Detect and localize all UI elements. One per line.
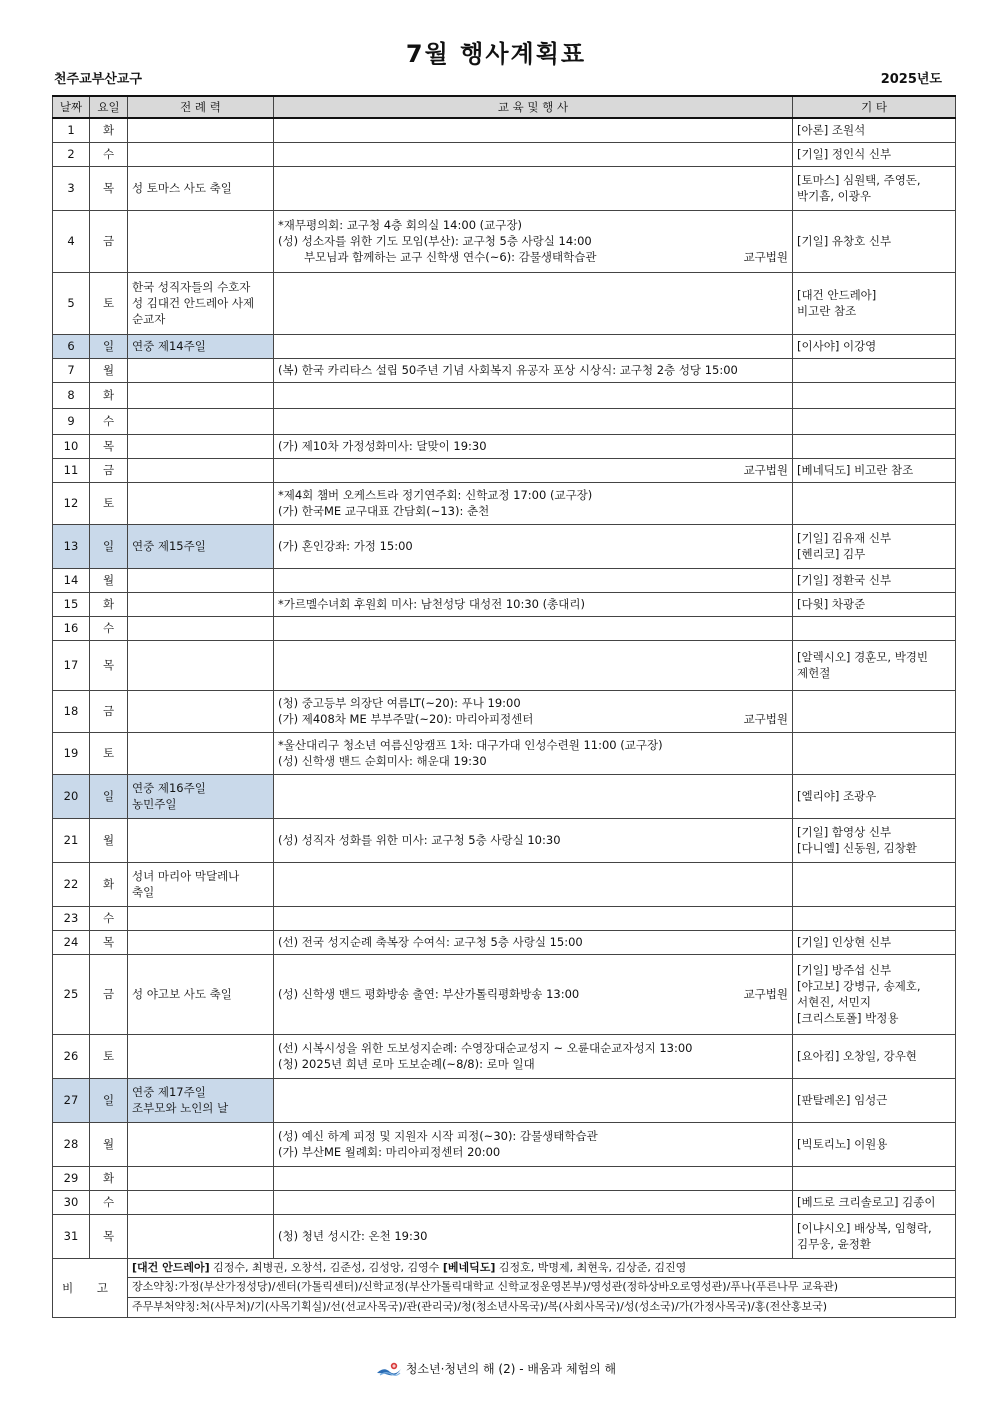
liturgy-cell: [128, 568, 274, 592]
etc-cell: [알렉시오] 경훈모, 박경빈 제헌절: [793, 640, 956, 690]
year-label: 2025년도: [880, 72, 942, 87]
day-number: 16: [53, 616, 90, 640]
liturgy-cell: [128, 1190, 274, 1214]
table-row: [53, 358, 956, 382]
etc-cell: [아론] 조원석: [793, 118, 956, 142]
table-row: [53, 1122, 956, 1166]
etc-cell: [다윗] 차광준: [793, 592, 956, 616]
header-events: 교 육 및 행 사: [274, 96, 793, 118]
table-row: [53, 640, 956, 690]
event-line: 부모님과 함께하는 교구 신학생 연수(~6): 감물생태학습관: [304, 250, 597, 264]
liturgy-cell: [128, 592, 274, 616]
table-row: [53, 166, 956, 210]
day-of-week: 토: [90, 732, 128, 774]
liturgy-cell: [128, 690, 274, 732]
events-cell: [274, 954, 793, 1034]
etc-cell: [요아킴] 오창일, 강우현: [793, 1034, 956, 1078]
etc-cell: [기일] 인상현 신부: [793, 930, 956, 954]
events-cell: [274, 1190, 793, 1214]
day-number: 8: [53, 382, 90, 408]
event-line: *울산대리구 청소년 여름신앙캠프 1차: 대구가대 인성수련원 11:00 (교구장): [278, 738, 663, 752]
event-line: (선) 시복시성을 위한 도보성지순례: 수영장대순교성지 ~ 오륜대순교자성지 13:00: [278, 1041, 693, 1055]
day-of-week: 일: [90, 334, 128, 358]
liturgy-cell: [128, 732, 274, 774]
events-cell: [274, 906, 793, 930]
header-etc: 기 타: [793, 96, 956, 118]
events-cell: [274, 930, 793, 954]
liturgy-cell: [128, 382, 274, 408]
notes-andrea-names: 김정수, 최병권, 오창석, 김준성, 김성앙, 김영수: [209, 1260, 443, 1274]
liturgy-cell: [128, 118, 274, 142]
day-number: 31: [53, 1214, 90, 1258]
day-number: 17: [53, 640, 90, 690]
table-row: [53, 524, 956, 568]
table-row: [53, 482, 956, 524]
liturgy-cell: 성녀 마리아 막달레나 축일: [128, 862, 274, 906]
events-cell: [274, 862, 793, 906]
day-of-week: 수: [90, 1190, 128, 1214]
events-cell: [274, 142, 793, 166]
event-line: (성) 신학생 밴드 순회미사: 해운대 19:30: [278, 754, 487, 768]
day-of-week: 토: [90, 272, 128, 334]
etc-cell: [엘리야] 조광우: [793, 774, 956, 818]
liturgy-cell: [128, 1034, 274, 1078]
day-of-week: 화: [90, 118, 128, 142]
events-cell: [274, 482, 793, 524]
table-row: [53, 862, 956, 906]
event-line: (복) 한국 카리타스 설립 50주년 기념 사회복지 유공자 포상 시상식: 교구청 2층 성당 15:00: [278, 363, 738, 377]
day-of-week: 일: [90, 524, 128, 568]
event-line: (가) 제10차 가정성화미사: 달맞이 19:30: [278, 439, 487, 453]
events-cell: [274, 334, 793, 358]
liturgy-cell: [128, 358, 274, 382]
etc-cell: [793, 382, 956, 408]
page-title: 7월 행사계획표: [405, 40, 587, 68]
etc-cell: [793, 732, 956, 774]
day-number: 30: [53, 1190, 90, 1214]
notes-andrea-tag: [대건 안드레아]: [132, 1260, 210, 1274]
table-row: [53, 334, 956, 358]
table-row: [53, 818, 956, 862]
day-number: 6: [53, 334, 90, 358]
day-number: 4: [53, 210, 90, 272]
court-note: 교구법원: [743, 712, 788, 726]
day-of-week: 일: [90, 774, 128, 818]
liturgy-cell: [128, 458, 274, 482]
etc-cell: [이사야] 이강영: [793, 334, 956, 358]
day-of-week: 금: [90, 458, 128, 482]
table-row: [53, 210, 956, 272]
day-number: 20: [53, 774, 90, 818]
etc-cell: [기일] 함영상 신부 [다니엘] 신동원, 김창환: [793, 818, 956, 862]
table-row: [53, 954, 956, 1034]
day-of-week: 화: [90, 382, 128, 408]
event-line: (청) 2025년 희년 로마 도보순례(~8/8): 로마 일대: [278, 1057, 535, 1071]
notes-place-abbreviations: 장소약칭:가정(부산가정성당)/센터(가톨릭센터)/신학교정(부산가톨릭대학교 신학교정운영본부)/영성관(정하상바오로영성관)/푸나(푸른나무 교육관): [128, 1277, 956, 1297]
events-cell: [274, 524, 793, 568]
table-row: [53, 616, 956, 640]
day-number: 18: [53, 690, 90, 732]
day-number: 3: [53, 166, 90, 210]
liturgy-cell: 연중 제16주일 농민주일: [128, 774, 274, 818]
day-number: 19: [53, 732, 90, 774]
day-number: 15: [53, 592, 90, 616]
events-cell: [274, 640, 793, 690]
day-number: 1: [53, 118, 90, 142]
events-cell: [274, 690, 793, 732]
day-number: 14: [53, 568, 90, 592]
events-cell: [274, 592, 793, 616]
event-line: *재무평의회: 교구청 4층 회의실 14:00 (교구장): [278, 218, 522, 232]
schedule-body: [53, 118, 956, 1258]
day-of-week: 월: [90, 818, 128, 862]
etc-cell: [793, 906, 956, 930]
events-cell: [274, 1122, 793, 1166]
liturgy-cell: [128, 1214, 274, 1258]
court-note: 교구법원: [743, 463, 788, 477]
event-line: *제4회 챔버 오케스트라 정기연주회: 신학교정 17:00 (교구장): [278, 488, 593, 502]
event-line: (가) 한국ME 교구대표 간담회(~13): 춘천: [278, 504, 490, 518]
day-number: 11: [53, 458, 90, 482]
etc-cell: [793, 862, 956, 906]
etc-cell: [기일] 유창호 신부: [793, 210, 956, 272]
events-cell: [274, 458, 793, 482]
day-number: 27: [53, 1078, 90, 1122]
day-number: 9: [53, 408, 90, 434]
day-of-week: 수: [90, 408, 128, 434]
liturgy-cell: [128, 930, 274, 954]
etc-cell: [기일] 방주섭 신부 [야고보] 강병규, 송제호, 서현진, 서민지 [크리스토폴] 박정용: [793, 954, 956, 1034]
table-row: [53, 118, 956, 142]
day-of-week: 수: [90, 616, 128, 640]
footer-slogan: 청소년·청년의 해 (2) - 배움과 체험의 해: [405, 1362, 617, 1376]
day-number: 10: [53, 434, 90, 458]
liturgy-cell: [128, 408, 274, 434]
header-day: 요일: [90, 96, 128, 118]
day-of-week: 목: [90, 166, 128, 210]
table-row: [53, 568, 956, 592]
day-number: 5: [53, 272, 90, 334]
table-row: [53, 408, 956, 434]
day-of-week: 금: [90, 954, 128, 1034]
liturgy-cell: [128, 142, 274, 166]
day-number: 24: [53, 930, 90, 954]
table-row: [53, 592, 956, 616]
etc-cell: [기일] 김유재 신부 [헨리코] 김무: [793, 524, 956, 568]
events-cell: [274, 1166, 793, 1190]
organization-name: 천주교부산교구: [54, 72, 142, 87]
day-of-week: 목: [90, 1214, 128, 1258]
etc-cell: [판탈레온] 임성근: [793, 1078, 956, 1122]
liturgy-cell: [128, 616, 274, 640]
table-row: [53, 458, 956, 482]
liturgy-cell: [128, 906, 274, 930]
events-cell: [274, 1078, 793, 1122]
event-line: *가르멜수녀회 후원회 미사: 남천성당 대성전 10:30 (총대리): [278, 597, 585, 611]
day-of-week: 월: [90, 358, 128, 382]
table-header: [53, 96, 956, 118]
etc-cell: [793, 358, 956, 382]
table-row: [53, 1214, 956, 1258]
schedule-table: [52, 95, 956, 1318]
event-line: (선) 전국 성지순례 축복장 수여식: 교구청 5층 사랑실 15:00: [278, 935, 583, 949]
day-number: 21: [53, 818, 90, 862]
event-line: (가) 부산ME 월례회: 마리아피정센터 20:00: [278, 1145, 501, 1159]
liturgy-cell: [128, 434, 274, 458]
etc-cell: [기일] 정환국 신부: [793, 568, 956, 592]
day-of-week: 토: [90, 482, 128, 524]
liturgy-cell: 연중 제17주일 조부모와 노인의 날: [128, 1078, 274, 1122]
events-cell: [274, 732, 793, 774]
diocese-logo-icon: [376, 1362, 402, 1378]
day-of-week: 화: [90, 862, 128, 906]
liturgy-cell: 한국 성직자들의 수호자 성 김대건 안드레아 사제 순교자: [128, 272, 274, 334]
day-of-week: 목: [90, 434, 128, 458]
events-cell: [274, 272, 793, 334]
day-of-week: 수: [90, 906, 128, 930]
events-cell: [274, 382, 793, 408]
liturgy-cell: 성 야고보 사도 축일: [128, 954, 274, 1034]
day-of-week: 금: [90, 690, 128, 732]
liturgy-cell: [128, 640, 274, 690]
etc-cell: [베드로 크리솔로고] 김종이: [793, 1190, 956, 1214]
day-number: 29: [53, 1166, 90, 1190]
events-cell: [274, 358, 793, 382]
table-row: [53, 434, 956, 458]
notes-label: 비 고: [53, 1258, 128, 1317]
day-number: 2: [53, 142, 90, 166]
day-of-week: 토: [90, 1034, 128, 1078]
table-row: [53, 1166, 956, 1190]
etc-cell: [793, 408, 956, 434]
event-line: (성) 예신 하계 피정 및 지원자 시작 피정(~30): 감물생태학습관: [278, 1129, 598, 1143]
etc-cell: [토마스] 심원택, 주영돈, 박기흠, 이광우: [793, 166, 956, 210]
day-number: 23: [53, 906, 90, 930]
day-of-week: 일: [90, 1078, 128, 1122]
etc-cell: [793, 690, 956, 732]
event-line: (성) 성직자 성화를 위한 미사: 교구청 5층 사랑실 10:30: [278, 833, 561, 847]
events-cell: [274, 408, 793, 434]
table-row: [53, 774, 956, 818]
day-of-week: 목: [90, 930, 128, 954]
liturgy-cell: [128, 210, 274, 272]
etc-cell: [793, 434, 956, 458]
event-line: (성) 신학생 밴드 평화방송 출연: 부산가톨릭평화방송 13:00: [278, 987, 580, 1001]
footer: [0, 1360, 992, 1378]
events-cell: [274, 774, 793, 818]
notes-benedict-tag: [베네딕도]: [442, 1260, 496, 1274]
events-cell: [274, 1034, 793, 1078]
table-row: [53, 906, 956, 930]
table-row: [53, 1078, 956, 1122]
table-row: [53, 382, 956, 408]
liturgy-cell: 연중 제15주일: [128, 524, 274, 568]
day-number: 25: [53, 954, 90, 1034]
table-row: [53, 930, 956, 954]
liturgy-cell: 성 토마스 사도 축일: [128, 166, 274, 210]
day-number: 12: [53, 482, 90, 524]
liturgy-cell: 연중 제14주일: [128, 334, 274, 358]
etc-cell: [793, 616, 956, 640]
day-of-week: 금: [90, 210, 128, 272]
day-of-week: 수: [90, 142, 128, 166]
events-cell: [274, 118, 793, 142]
notes-benedict-names: 김정호, 박명제, 최현욱, 김상준, 김진영: [495, 1260, 687, 1274]
etc-cell: [793, 482, 956, 524]
day-of-week: 화: [90, 592, 128, 616]
day-of-week: 월: [90, 568, 128, 592]
liturgy-cell: [128, 1122, 274, 1166]
day-number: 22: [53, 862, 90, 906]
notes-dept-abbreviations: 주무부처약칭:처(사무처)/기(사목기획실)/선(선교사목국)/관(관리국)/청(청소년사목국)/복(사회사목국)/성(성소국)/가(가정사목국)/홍(전산홍보국): [128, 1297, 956, 1317]
court-note: 교구법원: [743, 987, 788, 1001]
liturgy-cell: [128, 1166, 274, 1190]
event-line: (청) 중고등부 의장단 여름LT(~20): 푸나 19:00: [278, 696, 521, 710]
header-date: 날짜: [53, 96, 90, 118]
events-cell: [274, 568, 793, 592]
table-row: [53, 142, 956, 166]
day-number: 13: [53, 524, 90, 568]
etc-cell: [기일] 정인식 신부: [793, 142, 956, 166]
day-of-week: 화: [90, 1166, 128, 1190]
event-line: (가) 제408차 ME 부부주말(~20): 마리아피정센터: [278, 712, 534, 726]
court-note: 교구법원: [743, 250, 788, 264]
etc-cell: [빅토리노] 이원용: [793, 1122, 956, 1166]
events-cell: [274, 210, 793, 272]
day-number: 7: [53, 358, 90, 382]
etc-cell: [이냐시오] 배상복, 임형락, 김무웅, 윤정환: [793, 1214, 956, 1258]
event-line: (청) 청년 성시간: 온천 19:30: [278, 1229, 428, 1243]
etc-cell: [793, 1166, 956, 1190]
day-of-week: 월: [90, 1122, 128, 1166]
day-number: 26: [53, 1034, 90, 1078]
table-row: [53, 690, 956, 732]
day-number: 28: [53, 1122, 90, 1166]
events-cell: [274, 616, 793, 640]
liturgy-cell: [128, 818, 274, 862]
header-liturgy: 전 례 력: [128, 96, 274, 118]
liturgy-cell: [128, 482, 274, 524]
notes-section: [53, 1258, 956, 1317]
events-cell: [274, 166, 793, 210]
day-of-week: 목: [90, 640, 128, 690]
notes-line-names: [128, 1258, 956, 1277]
table-row: [53, 1034, 956, 1078]
events-cell: [274, 1214, 793, 1258]
event-line: (성) 성소자를 위한 기도 모임(부산): 교구청 5층 사랑실 14:00: [278, 234, 592, 248]
etc-cell: [베네딕도] 비고란 참조: [793, 458, 956, 482]
table-row: [53, 732, 956, 774]
events-cell: [274, 434, 793, 458]
table-row: [53, 1190, 956, 1214]
etc-cell: [대건 안드레아] 비고란 참조: [793, 272, 956, 334]
table-row: [53, 272, 956, 334]
event-line: (가) 혼인강좌: 가정 15:00: [278, 539, 413, 553]
events-cell: [274, 818, 793, 862]
